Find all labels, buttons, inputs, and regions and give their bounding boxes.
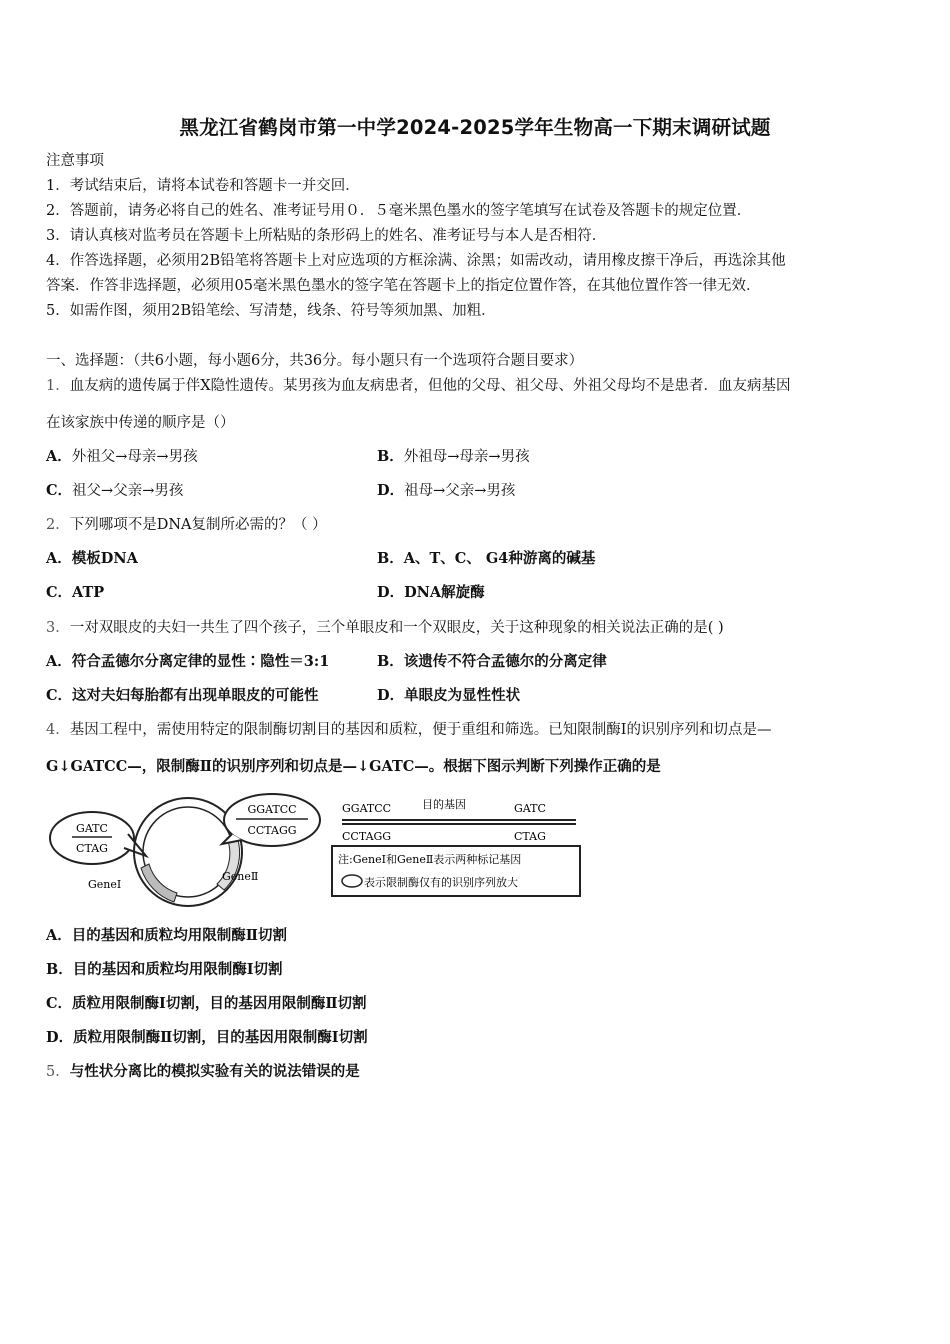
- option-c[interactable]: C．ATP: [46, 584, 105, 601]
- option-a[interactable]: A．模板DNA: [46, 550, 138, 567]
- question-4-stem-cont: G↓GATCC—，限制酶Ⅱ的识别序列和切点是—↓GATC—。根据下图示判断下列操作正确的是: [46, 758, 661, 775]
- notice-item: 3．请认真核对监考员在答题卡上所粘贴的条形码上的姓名、准考证号与本人是否相符．: [46, 228, 607, 244]
- target-gene-label: 目的基因: [422, 798, 466, 811]
- question-number: 5．: [46, 1064, 70, 1080]
- plasmid-diagram: [46, 790, 586, 910]
- left-box-top: GATC: [76, 822, 108, 835]
- question-number: 2．: [46, 517, 70, 533]
- question-number: 1．: [46, 378, 70, 394]
- option-d[interactable]: D．单眼皮为显性性状: [377, 687, 521, 704]
- gene2-label: GeneⅡ: [222, 870, 259, 883]
- gene1-segment: [141, 864, 177, 902]
- question-text: 下列哪项不是DNA复制所必需的？（ ）: [69, 517, 327, 533]
- option-c[interactable]: C．祖父→父亲→男孩: [46, 482, 184, 499]
- notice-item: 5．如需作图，须用2B铅笔绘、写清楚，线条、符号等须加黑、加粗．: [46, 303, 496, 319]
- left-recognition-bubble: [50, 812, 134, 864]
- notice-item: 2．答题前，请务必将自己的姓名、准考证号用０．５毫米黑色墨水的签字笔填写在试卷及答题卡的规定位置．: [46, 203, 752, 219]
- bubble-legend-icon: [342, 875, 362, 887]
- option-a[interactable]: A．外祖父→母亲→男孩: [46, 448, 198, 465]
- question-1-stem: [46, 376, 791, 396]
- note-line-1: 注:GeneⅠ和GeneⅡ表示两种标记基因: [338, 853, 522, 866]
- target-bottom-right: CTAG: [514, 830, 546, 843]
- question-number: 3．: [46, 620, 70, 636]
- gene1-label: GeneⅠ: [88, 878, 122, 891]
- question-text: 一对双眼皮的夫妇一共生了四个孩子，三个单眼皮和一个双眼皮，关于这种现象的相关说法正确的是( ): [69, 620, 724, 636]
- option-c[interactable]: C．质粒用限制酶Ⅰ切割，目的基因用限制酶Ⅱ切割: [46, 995, 367, 1012]
- target-top-right: GATC: [514, 802, 546, 815]
- target-bottom-left: CCTAGG: [342, 830, 392, 843]
- question-5-stem: [46, 1062, 360, 1082]
- option-a[interactable]: A．目的基因和质粒均用限制酶Ⅱ切割: [46, 927, 287, 944]
- question-2-stem: [46, 515, 327, 535]
- question-number: 4．: [46, 722, 70, 738]
- notice-item: 1．考试结束后，请将本试卷和答题卡一并交回．: [46, 178, 360, 194]
- right-box-top: GGATCC: [247, 803, 297, 816]
- question-1-stem-cont: 在该家族中传递的顺序是（）: [46, 415, 235, 431]
- note-line-2: 表示限制酶仅有的识别序列放大: [364, 876, 518, 889]
- question-text: 血友病的遗传属于伴X隐性遗传。某男孩为血友病患者，但他的父母、祖父母、外祖父母均不是患者．血友病基因: [69, 378, 791, 394]
- option-b[interactable]: B．该遗传不符合孟德尔的分离定律: [377, 653, 607, 670]
- option-d[interactable]: D．祖母→父亲→男孩: [377, 482, 516, 499]
- option-b[interactable]: B．外祖母→母亲→男孩: [377, 448, 530, 465]
- plasmid-figure: [46, 790, 586, 910]
- notice-item: 答案．作答非选择题，必须用05毫米黑色墨水的签字笔在答题卡上的指定位置作答，在其他位置作答一律无效．: [46, 278, 761, 294]
- option-b[interactable]: B．目的基因和质粒均用限制酶Ⅰ切割: [46, 961, 283, 978]
- option-a[interactable]: A．符合孟德尔分离定律的显性∶隐性＝3:1: [46, 653, 330, 670]
- page-title: 黑龙江省鹤岗市第一中学2024-2025学年生物高一下期末调研试题: [179, 116, 771, 139]
- notice-heading: 注意事项: [46, 153, 104, 169]
- question-3-stem: [46, 618, 724, 638]
- question-text: 与性状分离比的模拟实验有关的说法错误的是: [69, 1063, 360, 1080]
- notice-item: 4．作答选择题，必须用2B铅笔将答题卡上对应选项的方框涂满、涂黑；如需改动，请用橡皮擦干净后，再选涂其他: [46, 253, 786, 269]
- option-b[interactable]: B．A、T、C、 G4种游离的碱基: [377, 550, 596, 567]
- option-d[interactable]: D．质粒用限制酶Ⅱ切割，目的基因用限制酶Ⅰ切割: [46, 1029, 368, 1046]
- section-heading: 一、选择题：（共6小题，每小题6分，共36分。每小题只有一个选项符合题目要求）: [46, 353, 584, 369]
- option-d[interactable]: D．DNA解旋酶: [377, 584, 485, 601]
- target-top-left: GGATCC: [342, 802, 392, 815]
- left-box-bottom: CTAG: [76, 842, 108, 855]
- question-4-stem: [46, 720, 771, 740]
- question-text: 基因工程中，需使用特定的限制酶切割目的基因和质粒，便于重组和筛选。已知限制酶Ⅰ的识别序列和切点是—: [69, 722, 772, 738]
- option-c[interactable]: C．这对夫妇每胎都有出现单眼皮的可能性: [46, 687, 319, 704]
- right-box-bottom: CCTAGG: [247, 824, 297, 837]
